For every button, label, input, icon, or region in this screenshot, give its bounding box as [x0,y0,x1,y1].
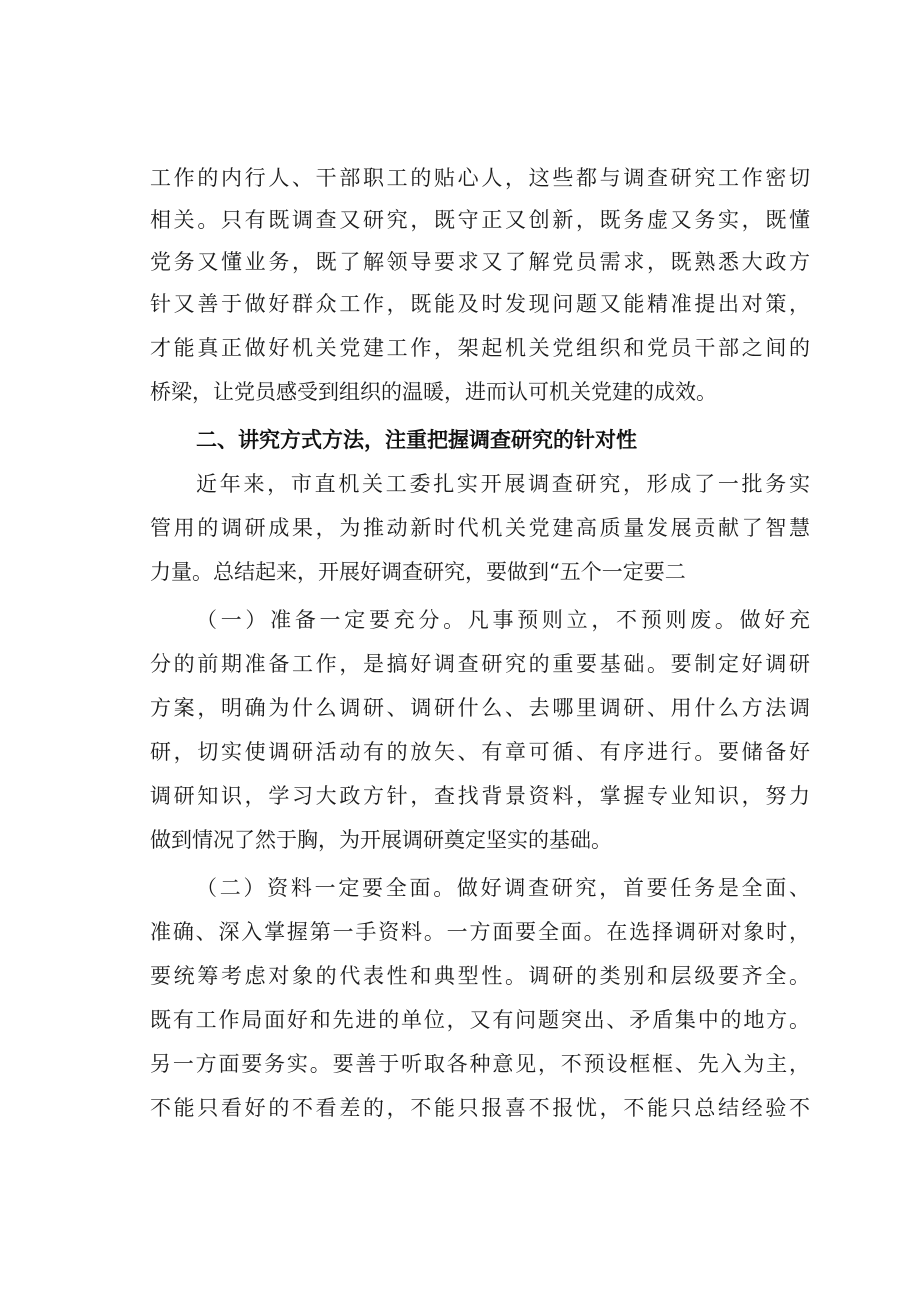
paragraph-4-line-6: 不能只看好的不看差的，不能只报喜不报忧，不能只总结经验不 [150,1096,810,1120]
paragraph-3-line-4: 研，切实使调研活动有的放矢、有章可循、有序进行。要储备好 [150,740,810,764]
paragraph-2-line-2: 管用的调研成果，为推动新时代机关党建高质量发展贡献了智慧 [150,516,810,540]
paragraph-1-line-4: 针又善于做好群众工作，既能及时发现问题又能精准提出对策， [150,292,810,316]
paragraph-1-line-3: 党务又懂业务，既了解领导要求又了解党员需求，既熟悉大政方 [150,250,810,274]
paragraph-4-line-4: 既有工作局面好和先进的单位，又有问题突出、矛盾集中的地方。 [150,1008,810,1032]
paragraph-3-line-2: 分的前期准备工作，是搞好调查研究的重要基础。要制定好调研 [150,652,810,676]
section-heading: 二、讲究方式方法，注重把握调查研究的针对性 [196,428,637,452]
paragraph-3-line-3: 方案，明确为什么调研、调研什么、去哪里调研、用什么方法调 [150,696,810,720]
paragraph-3-line-6: 做到情况了然于胸，为开展调研奠定坚实的基础。 [150,828,612,852]
paragraph-1-line-5: 才能真正做好机关党建工作，架起机关党组织和党员干部之间的 [150,336,810,360]
paragraph-2-line-1: 近年来，市直机关工委扎实开展调查研究，形成了一批务实 [196,472,810,496]
paragraph-2-line-3: 力量。总结起来，开展好调查研究，要做到“五个一定要二 [150,560,686,584]
paragraph-3-line-1: （一）准备一定要充分。凡事预则立，不预则废。做好充 [196,608,810,632]
paragraph-3-line-5: 调研知识，学习大政方针，查找背景资料，掌握专业知识，努力 [150,784,810,808]
paragraph-4-line-5: 另一方面要务实。要善于听取各种意见，不预设框框、先入为主， [150,1052,810,1076]
paragraph-1-line-2: 相关。只有既调查又研究，既守正又创新，既务虚又务实，既懂 [150,208,810,232]
paragraph-1-line-6: 桥梁，让党员感受到组织的温暖，进而认可机关党建的成效。 [150,380,717,404]
paragraph-4-line-2: 准确、深入掌握第一手资料。一方面要全面。在选择调研对象时， [150,920,810,944]
paragraph-4-line-1: （二）资料一定要全面。做好调查研究，首要任务是全面、 [196,876,810,900]
paragraph-1-line-1: 工作的内行人、干部职工的贴心人，这些都与调查研究工作密切 [150,166,810,190]
paragraph-4-line-3: 要统筹考虑对象的代表性和典型性。调研的类别和层级要齐全。 [150,964,810,988]
